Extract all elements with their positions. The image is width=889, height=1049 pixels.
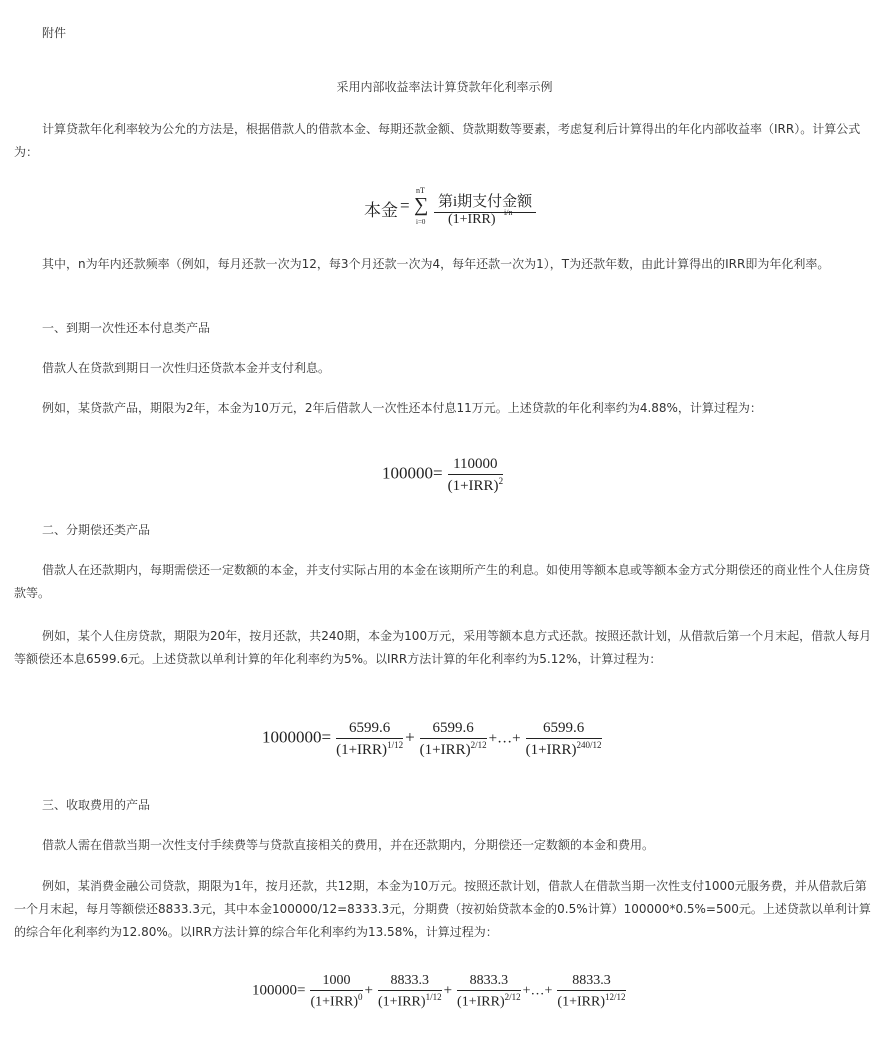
formula2-term-2-num: 6599.6 <box>420 720 487 739</box>
formula2-term-3 <box>526 720 602 759</box>
formula1-fraction <box>448 456 503 495</box>
formula3-term-2-den: $(1+IRR)^{1/12}$ <box>378 992 442 1010</box>
formula-main-denominator: (1+IRR) <box>448 212 496 227</box>
formula-main-sum-bottom: i=0 <box>416 218 426 226</box>
formula2-plus: + <box>405 727 415 747</box>
formula-main-numerator: 第i期支付金额 <box>434 190 536 213</box>
formula-main-eq: = <box>400 196 410 215</box>
formula3-term-1 <box>310 973 362 1011</box>
formula3-term-4 <box>557 973 625 1011</box>
formula1-denominator: $(1+IRR)^2$ <box>447 476 504 494</box>
formula3-term-3-num: 8833.3 <box>457 973 521 991</box>
attachment-label: 附件 <box>42 26 67 40</box>
formula3-ellipsis: +…+ <box>522 983 553 999</box>
formula3-plus-2: + <box>443 982 453 999</box>
formula-section3 <box>252 973 628 1011</box>
formula1-numerator: 110000 <box>448 456 503 475</box>
intro-paragraph: 计算贷款年化利率较为公允的方法是，根据借款人的借款本金、每期还款金额、贷款期数等要素，考虑复利后计算得出的年化内部收益率（IRR）。计算公式为： <box>14 122 861 159</box>
formula-main <box>364 186 564 230</box>
page-title: 采用内部收益率法计算贷款年化利率示例 <box>336 80 553 94</box>
formula3-term-2-num: 8833.3 <box>378 973 442 991</box>
formula3-term-4-num: 8833.3 <box>557 973 625 991</box>
section1-example: 例如，某贷款产品，期限为2年，本金为10万元，2年后借款人一次性还本付息11万元。上述贷款的年化利率约为4.88%，计算过程为： <box>42 401 762 415</box>
formula2-term-1-den: $(1+IRR)^{1/12}$ <box>336 740 404 758</box>
section3-heading: 三、收取费用的产品 <box>42 798 151 812</box>
formula3-plus-1: + <box>364 982 373 999</box>
formula-section1 <box>382 456 505 495</box>
formula-main-lhs: 本金 <box>364 201 398 220</box>
formula-main-exponent: i/n <box>504 208 513 217</box>
formula2-ellipsis: +…+ <box>488 730 521 747</box>
section2-desc: 借款人在还款期内，每期需偿还一定数额的本金，并支付实际占用的本金在该期所产生的利息。如使用等额本息或等额本金方式分期偿还的商业性个人住房贷款等。 <box>14 563 871 600</box>
formula1-eq: = <box>433 463 443 483</box>
formula2-lhs: 1000000 <box>262 727 322 747</box>
formula1-exponent: 2 <box>498 476 504 486</box>
formula3-term-2 <box>378 973 442 1011</box>
section1-heading: 一、到期一次性还本付息类产品 <box>42 321 211 335</box>
formula3-lhs: 100000 <box>252 982 297 999</box>
formula2-term-3-den: $(1+IRR)^{240/12}$ <box>525 740 602 758</box>
formula2-eq: = <box>321 727 332 747</box>
formula2-term-3-num: 6599.6 <box>526 720 602 739</box>
formula-main-sigma: ∑ <box>414 194 429 216</box>
section2-heading: 二、分期偿还类产品 <box>42 523 151 537</box>
formula2-term-1 <box>336 720 403 759</box>
section3-example: 例如，某消费金融公司贷款，期限为1年，按月还款，共12期，本金为10万元。按照还款计划，借款人在借款当期一次性支付1000元服务费，并从借款后第一个月末起，每月等额偿还8833.3元，其中本金100000/12=8333.3元，分期费（按初始贷款本金的0.5%计算）100000*0.5%=500元。上述贷款以单利计算的综合年化利率约为12.80%。以IRR方法计算的综合年化利率约为13.58%，计算过程为： <box>14 879 871 939</box>
formula3-term-1-den: $(1+IRR)^0$ <box>310 992 363 1010</box>
explain-paragraph: 其中，n为年内还款频率（例如，每月还款一次为12，每3个月还款一次为4，每年还款一次为1），T为还款年数，由此计算得出的IRR即为年化利率。 <box>42 257 830 271</box>
formula3-term-3 <box>457 973 521 1011</box>
section2-example: 例如，某个人住房贷款，期限为20年，按月还款，共240期，本金为100万元，采用等额本息方式还款。按照还款计划，从借款后第一个月末起，借款人每月等额偿还本息6599.6元。上述贷款以单利计算的年化利率约为5%。以IRR方法计算的年化利率约为5.12%，计算过程为： <box>14 629 872 666</box>
formula-section2 <box>262 720 604 759</box>
formula2-term-2 <box>420 720 487 759</box>
formula3-term-4-den: $(1+IRR)^{12/12}$ <box>557 992 626 1010</box>
formula-main-sum-top: nT <box>416 186 425 195</box>
formula2-term-1-num: 6599.6 <box>336 720 403 739</box>
formula1-lhs: 100000 <box>382 463 433 483</box>
formula2-term-2-den: $(1+IRR)^{2/12}$ <box>419 740 487 758</box>
formula3-term-3-den: $(1+IRR)^{2/12}$ <box>457 992 521 1010</box>
formula3-term-1-num: 1000 <box>310 973 362 991</box>
section3-desc: 借款人需在借款当期一次性支付手续费等与贷款直接相关的费用，并在还款期内，分期偿还一定数额的本金和费用。 <box>42 838 655 852</box>
formula3-eq: = <box>297 982 306 999</box>
section1-desc: 借款人在贷款到期日一次性归还贷款本金并支付利息。 <box>42 361 331 375</box>
